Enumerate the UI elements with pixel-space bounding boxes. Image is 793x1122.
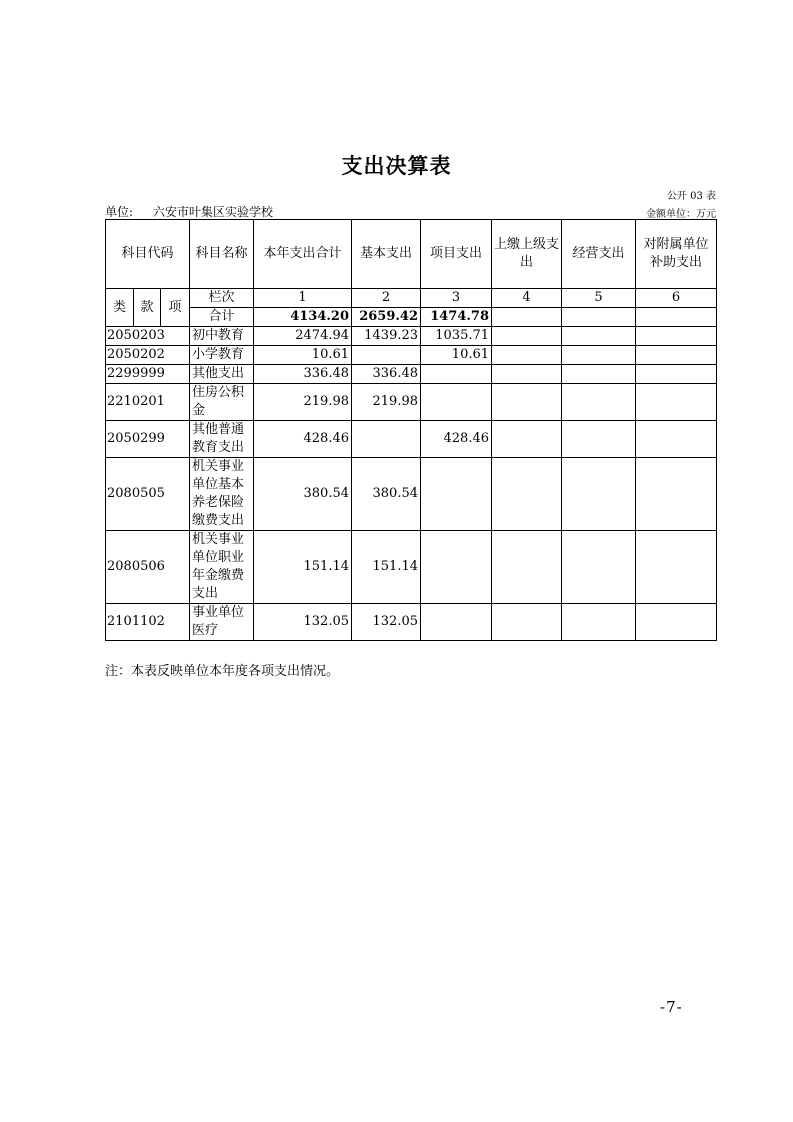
form-number: 公开 03 表 [666, 191, 716, 202]
row-project: 428.46 [421, 421, 492, 458]
header-upper: 上缴上级支出 [492, 220, 562, 289]
header-basic: 基本支出 [352, 220, 421, 289]
row-project [421, 365, 492, 384]
table-row [106, 346, 717, 365]
row-code: 2080506 [106, 531, 190, 604]
row-total: 380.54 [254, 458, 352, 531]
row-basic: 380.54 [352, 458, 421, 531]
totals-business [562, 308, 636, 327]
row-total: 428.46 [254, 421, 352, 458]
row-basic: 151.14 [352, 531, 421, 604]
sub-header-xiang: 项 [161, 289, 190, 327]
table-row [106, 531, 717, 604]
row-code: 2210201 [106, 384, 190, 421]
sub-header-kuan: 款 [134, 289, 161, 327]
row-basic: 219.98 [352, 384, 421, 421]
col-number: 6 [636, 289, 717, 308]
row-project [421, 384, 492, 421]
row-code: 2050203 [106, 327, 190, 346]
col-number: 2 [352, 289, 421, 308]
unit-label: 单位: [105, 205, 134, 219]
row-project [421, 604, 492, 641]
row-name: 机关事业单位基本养老保险缴费支出 [190, 458, 254, 531]
totals-label: 合计 [190, 308, 254, 327]
col-number: 5 [562, 289, 636, 308]
row-total: 336.48 [254, 365, 352, 384]
table-row [106, 458, 717, 531]
header-subsidy: 对附属单位补助支出 [636, 220, 717, 289]
expenditure-table [105, 219, 717, 641]
row-basic: 336.48 [352, 365, 421, 384]
header-business: 经营支出 [562, 220, 636, 289]
col-number: 3 [421, 289, 492, 308]
row-name: 小学教育 [190, 346, 254, 365]
row-code: 2299999 [106, 365, 190, 384]
totals-upper [492, 308, 562, 327]
col-number: 1 [254, 289, 352, 308]
row-name: 其他普通教育支出 [190, 421, 254, 458]
table-row [106, 604, 717, 641]
row-name: 事业单位医疗 [190, 604, 254, 641]
row-code: 2050299 [106, 421, 190, 458]
table-row [106, 421, 717, 458]
header-code: 科目代码 [106, 220, 190, 289]
row-project: 1035.71 [421, 327, 492, 346]
totals-basic: 2659.42 [352, 308, 421, 327]
row-project [421, 531, 492, 604]
totals-total: 4134.20 [254, 308, 352, 327]
row-total: 10.61 [254, 346, 352, 365]
col-number: 4 [492, 289, 562, 308]
header-project: 项目支出 [421, 220, 492, 289]
unit-name: 六安市叶集区实验学校 [153, 205, 274, 219]
row-total: 2474.94 [254, 327, 352, 346]
row-name: 住房公积金 [190, 384, 254, 421]
row-name: 其他支出 [190, 365, 254, 384]
table-row [106, 365, 717, 384]
row-project [421, 458, 492, 531]
row-total: 132.05 [254, 604, 352, 641]
page-number: -7- [660, 998, 683, 1016]
row-basic: 1439.23 [352, 327, 421, 346]
totals-row [106, 308, 717, 327]
row-basic [352, 346, 421, 365]
page-title: 支出决算表 [341, 154, 452, 178]
column-number-row [106, 289, 717, 308]
header-total: 本年支出合计 [254, 220, 352, 289]
sub-header-lanci: 栏次 [190, 289, 254, 308]
row-code: 2080505 [106, 458, 190, 531]
row-total: 219.98 [254, 384, 352, 421]
row-name: 机关事业单位职业年金缴费支出 [190, 531, 254, 604]
row-basic: 132.05 [352, 604, 421, 641]
sub-header-lei: 类 [106, 289, 134, 327]
header-row [106, 220, 717, 289]
row-name: 初中教育 [190, 327, 254, 346]
table-row [106, 327, 717, 346]
row-code: 2050202 [106, 346, 190, 365]
unit-line [105, 203, 716, 219]
row-code: 2101102 [106, 604, 190, 641]
money-unit: 金额单位：万元 [646, 209, 716, 220]
header-name: 科目名称 [190, 220, 254, 289]
totals-project: 1474.78 [421, 308, 492, 327]
row-project: 10.61 [421, 346, 492, 365]
table-row [106, 384, 717, 421]
table-note: 注：本表反映单位本年度各项支出情况。 [105, 664, 340, 679]
row-basic [352, 421, 421, 458]
totals-subsidy [636, 308, 717, 327]
row-total: 151.14 [254, 531, 352, 604]
